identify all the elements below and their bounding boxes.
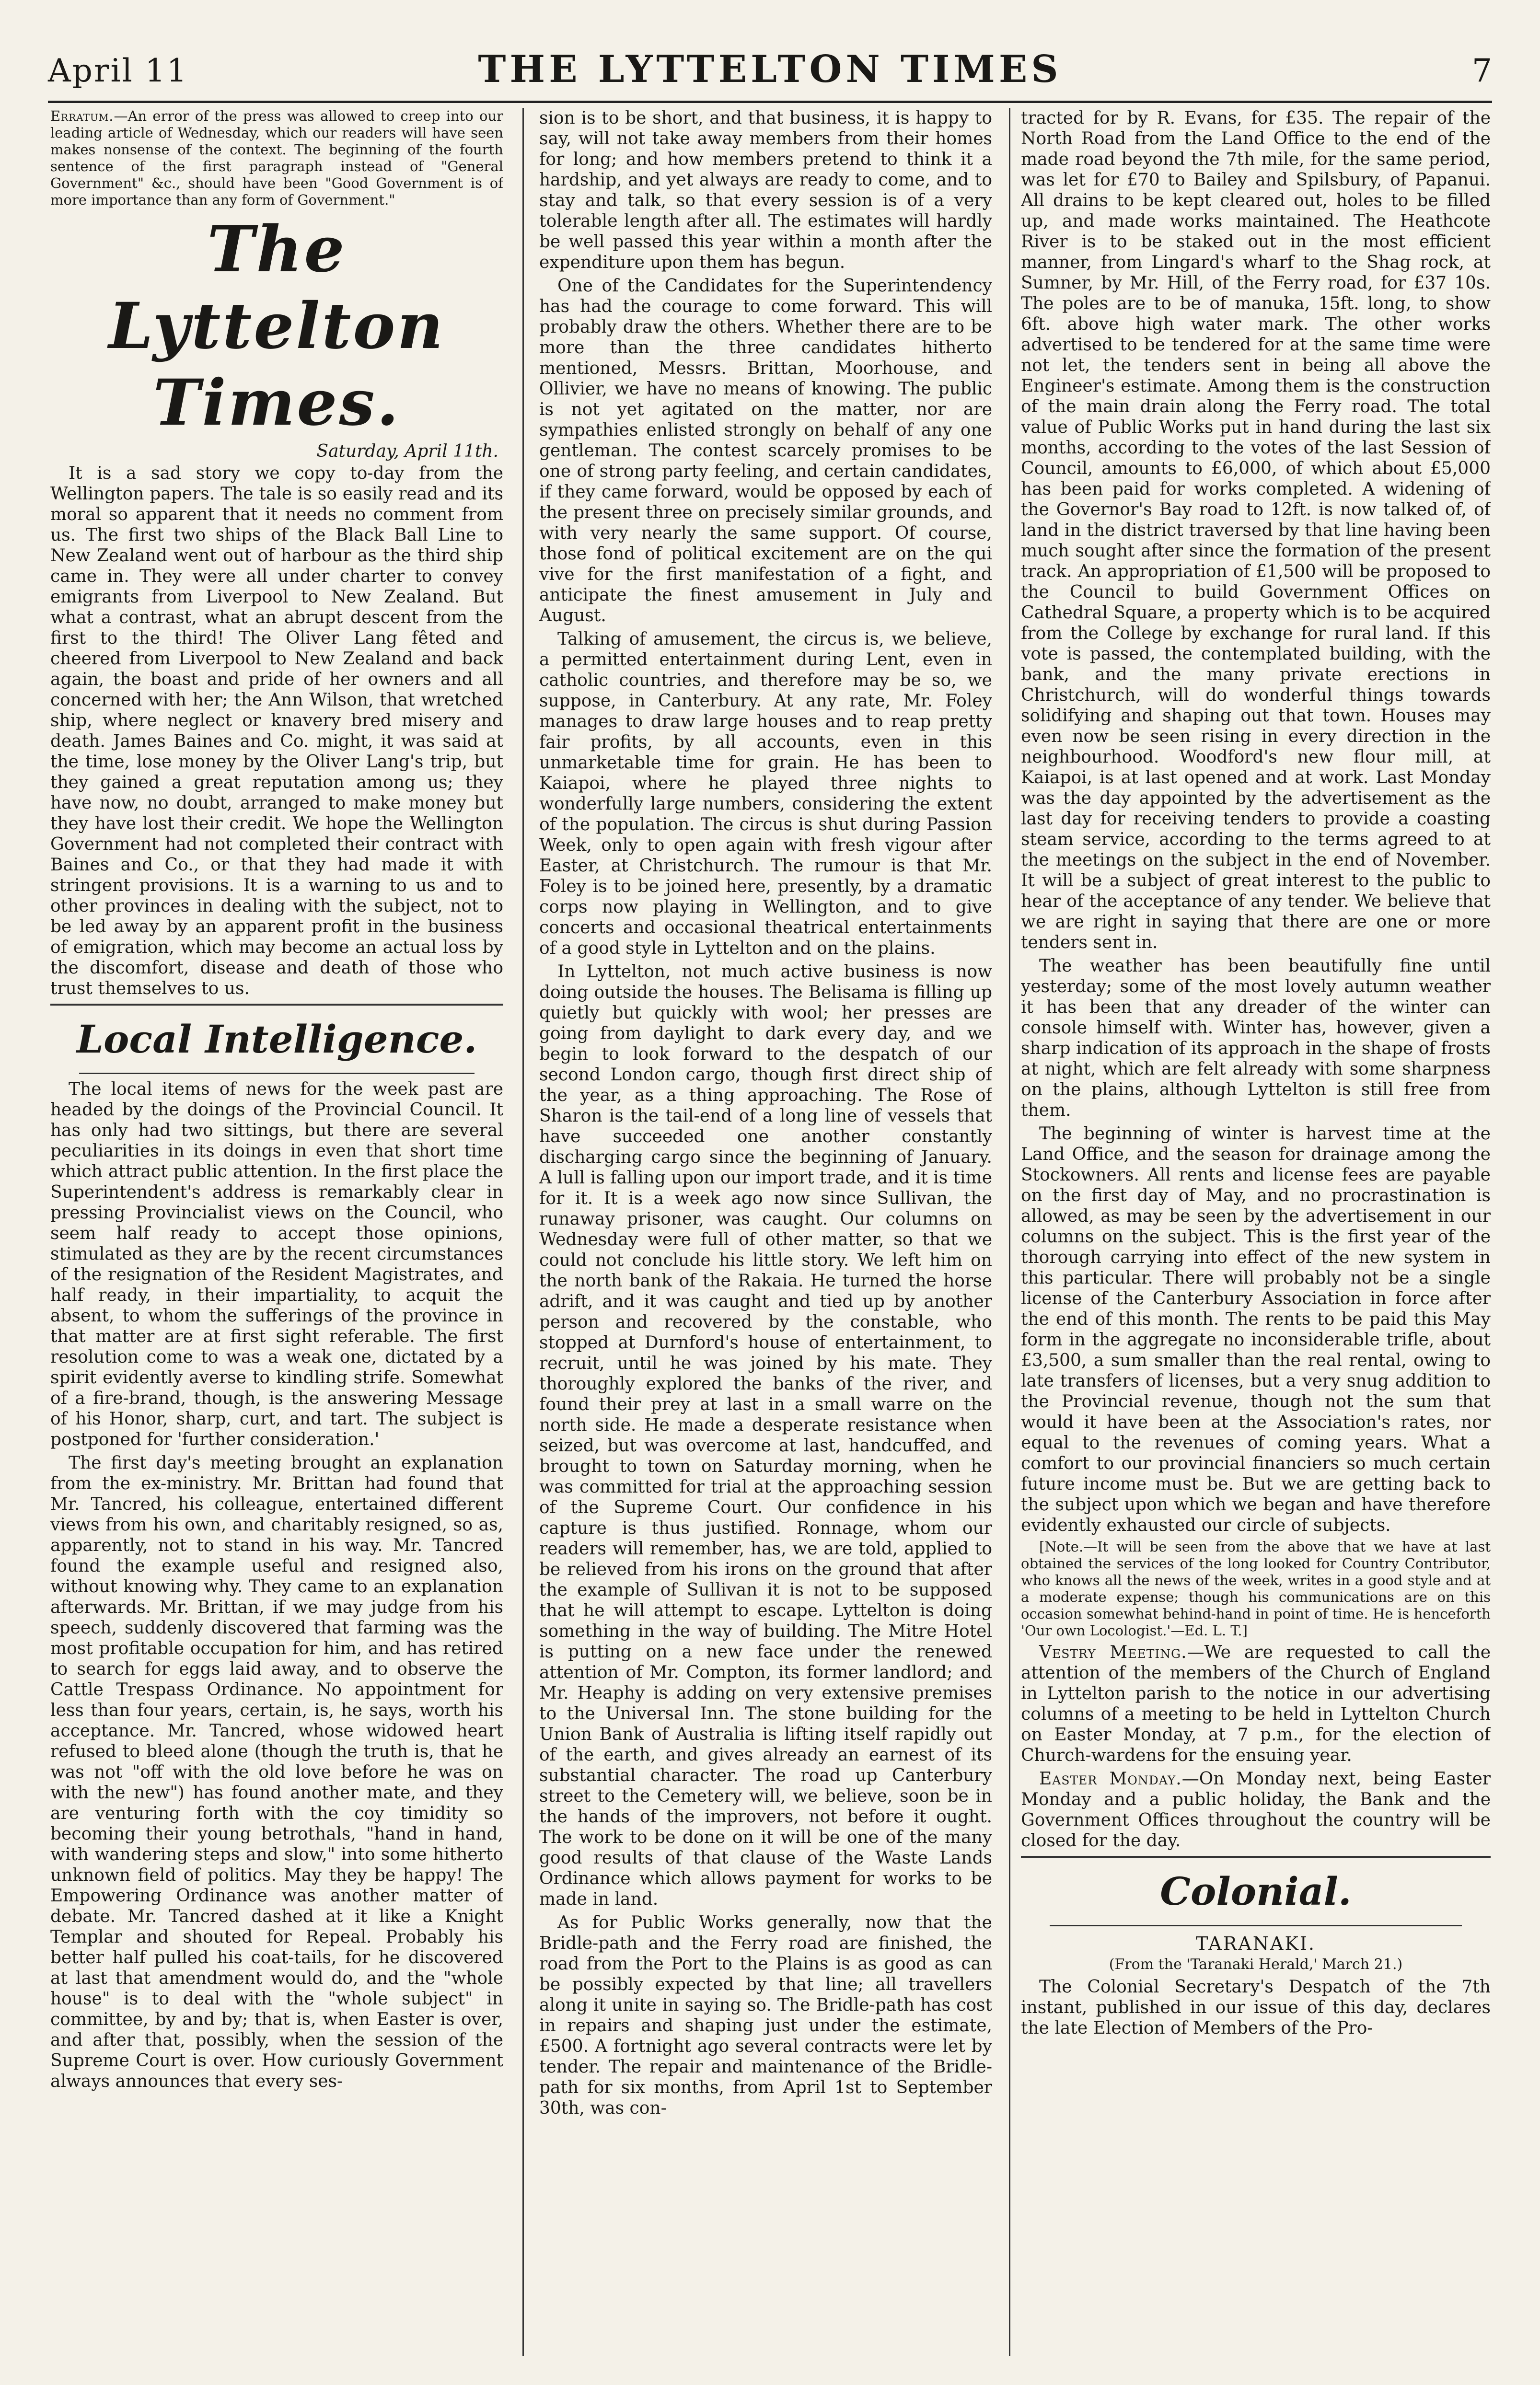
notice-vestry-text: —We are requested to call the attention of the members of the Church of England in Lyttelton parish to the notice in our advertising columns of a meeting to be held in Lyttelton Church on Easter Monday, at 7 p.m., for the election of Church-wardens for the ensuing year. — [1021, 1643, 1491, 1765]
source-citation: (From the 'Taranaki Herald,' March 21.) — [1109, 1956, 1403, 1973]
article-paragraph: tracted for by R. Evans, for £35. The repair of the North Road from the Land Office to the end of the made road beyond the 7th mile, for the same period, was let for £70 to Bailey and Spilsbury, of Papanui. All drains to be kept cleared out, holes to be filled up, and made works maintained. The Heathcote River is to be staked out in the most efficient manner, from Lingard's wharf to the Shag rock, at Sumner, by Mr. Hill, of the Ferry road, for £37 10s. The poles are to be of manuka, 15ft. long, to show 6ft. above high water mark. The other works advertised to be tendered for at the same time were not let, the tenders sent in being all above the Engineer's estimate. Among them is the construction of the main drain along the Ferry road. The total value of Public Works put in hand during the last six months, according to the votes of the last Session of Council, amounts to £6,000, of which about £5,000 has been paid for works completed. A widening of the Governor's Bay road to 12ft. is now talked of, of land in the district traversed by that line having been much sought after since the formation of the present track. An appropriation of £1,500 will be proposed to the Council to build Government Offices on Cathedral Square, a property which is to be acquired from the College by exchange for rural land. If this vote is passed, the contemplated building, with the bank, and the many private erections in Christchurch, will do wonderful things towards solidifying and shaping out that town. Houses may even now be seen rising in every direction in the neighbourhood. Woodford's new flour mill, at Kaiapoi, is at last opened and at work. Last Monday was the day appointed by the advertisement as the last day for receiving tenders to provide a coasting steam service, according to the terms agreed to at the meetings on the subject in the end of November. It will be a subject of great interest to the public to hear of the acceptance of any tender. We believe that we are right in saying that there are one or more tenders sent in. — [1021, 108, 1491, 952]
section-heading-colonial: Colonial. — [1160, 1869, 1352, 1914]
notice-vestry-label: Vestry Meeting. — [1039, 1643, 1187, 1662]
section-rule — [50, 1004, 503, 1006]
erratum — [50, 108, 503, 208]
article-paragraph: The local items of news for the week past are headed by the doings of the Provincial Council. It has only had two sittings, but there are several peculiarities in its doings in even that short time which attract public attention. In the first place the Superintendent's address is remarkably clear in pressing Provincialist views on the Council, who seem half ready to accept those opinions, stimulated as they are by the recent circumstances of the resignation of the Resident Magistrates, and half ready, in their impartiality, to acquit the absent, to whom the sufferings of the province in that matter are at first sight referable. The first resolution come to was a weak one, dictated by a spirit evidently averse to kindling strife. Somewhat of a fire-brand, though, is the answering Message of his Honor, sharp, curt, and tart. The subject is postponed for 'further consideration.' — [50, 1079, 503, 1449]
article-paragraph: The weather has been beautifully fine until yesterday; some of the most lovely autumn weather it has been that any dreader of the winter can console himself with. Winter has, however, given a sharp indication of its approach in the shape of frosts at night, which are felt already with some sharpness on the plains, although Lyttelton is still free from them. — [1021, 956, 1491, 1120]
article-paragraph: The Colonial Secretary's Despatch of the 7th instant, published in our issue of this day, declares the late Election of Members of the Pro- — [1021, 1977, 1491, 2038]
section-heading-local: Local Intelligence. — [76, 1017, 477, 1062]
notice-easter-label: Easter Monday. — [1039, 1769, 1182, 1789]
article-paragraph: The first day's meeting brought an explanation from the ex-ministry. Mr. Brittan had found that Mr. Tancred, his colleague, entertained different views from his own, and charitably resigned, so as, apparently, not to stand in his way. Mr. Tancred found the example useful and resigned also, without knowing why. They came to an explanation afterwards. Mr. Brittan, if we may judge from his speech, suddenly discovered that farming was the most profitable occupation for him, and has retired to search for eggs laid away, and to observe the Cattle Trespass Ordinance. No appointment for less than four years, certain, is, he says, worth his acceptance. Mr. Tancred, whose widowed heart refused to bleed alone (though the truth is, that he was not "off with the old love before he was on with the new") has found another mate, and they are venturing forth with the coy timidity so becoming their young betrothals, "hand in hand, with wandering steps and slow," into some hitherto unknown field of politics. May they be happy! The Empowering Ordinance was another matter of debate. Mr. Tancred dashed at it like a Knight Templar and shouted for Repeal. Probably his better half pulled his coat-tails, for he discovered at last that amendment would do, and the "whole house" is to deal with the "whole subject" in committee, by and by; that is, when Easter is over, and after that, possibly, when the session of the Supreme Court is over. How curiously Government always announces that every ses- — [50, 1453, 503, 2091]
header-title: THE LYTTELTON TIMES — [478, 47, 1062, 91]
dateline: Saturday, April 11th. — [316, 441, 498, 461]
header-rule — [48, 101, 1492, 103]
page-number: 7 — [1472, 52, 1492, 89]
column-divider — [1009, 108, 1010, 2356]
article-paragraph: In Lyttelton, not much active business is now doing outside the houses. The Belisama is filling up quietly but quickly with wool; her presses are going from daylight to dark every day, and we begin to look forward to the despatch of our second London cargo, though first direct ship of the year, as a thing approaching. The Rose of Sharon is the tail-end of a long line of vessels that have succeeded one another constantly discharging cargo since the beginning of January. A lull is falling upon our import trade, and it is time for it. It is a week ago now since Sullivan, the runaway prisoner, was caught. Our columns on Wednesday were full of other matter, so that we could not conclude his little story. We left him on the north bank of the Rakaia. He turned the horse adrift, and it was caught and tied up by another person and recovered by the constable, who stopped at Durnford's house of entertainment, to recruit, until he was joined by his mate. They thoroughly explored the banks of the river, and found their prey at last in a small warre on the north side. He made a desperate resistance when seized, but was overcome at last, handcuffed, and brought to town on Saturday morning, when he was committed for trial at the approaching session of the Supreme Court. Our confidence in his capture is thus justified. Ronnage, whom our readers will remember, has, we are told, applied to be relieved from his irons on the ground that after the example of Sullivan it is not to be supposed that he will attempt to escape. Lyttelton is doing something in the way of building. The Mitre Hotel is putting on a new face under the renewed attention of Mr. Compton, its former landlord; and Mr. Heaphy is adding on very extensive premises to the Universal Inn. The stone building for the Union Bank of Australia is lifting itself rapidly out of the earth, and gives already an earnest of its substantial character. The road up Canterbury street to the Cemetery will, we believe, soon be in the hands of the improvers, not before it ought. The work to be done on it will be one of the many good results of that clause of the Waste Lands Ordinance which allows payment for works to be made in land. — [539, 962, 992, 1909]
erratum-label: Erratum. — [50, 108, 114, 124]
masthead: The Lyttelton Times. — [108, 212, 445, 440]
column-1 — [50, 108, 503, 2356]
column-divider — [522, 108, 524, 2356]
header-date: April 11 — [48, 52, 188, 89]
subheading-taranaki: TARANAKI. — [1196, 1933, 1316, 1954]
section-rule — [1021, 1856, 1491, 1858]
editor-note: [Note.—It will be seen from the above that we have at last obtained the services of the long looked for Country Contributor, who knows all the news of the week, writes in a good style and at a moderate expense; though his communications are on this occasion somewhat behind-hand in point of time. He is henceforth 'Our own Locologist.'—Ed. L. T.] — [1021, 1539, 1491, 1639]
article-paragraph: One of the Candidates for the Superintendency has had the courage to come forward. This will probably draw the others. Whether there are to be more than the three candidates hitherto mentioned, Messrs. Brittan, Moorhouse, and Ollivier, we have no means of knowing. The public is not yet agitated on the matter, nor are sympathies enlisted strongly on behalf of any one gentleman. The contest scarcely promises to be one of strong party feeling, and certain candidates, if they came forward, would be opposed by each of the present three on precisely similar grounds, and with very nearly the same support. Of course, those fond of political excitement are on the qui vive for the first manifestation of a fight, and anticipate the finest amusement in July and August. — [539, 276, 992, 625]
column-2 — [539, 108, 992, 2356]
column-3 — [1021, 108, 1491, 2356]
page-header — [48, 46, 1492, 98]
article-paragraph: Talking of amusement, the circus is, we believe, a permitted entertainment during Lent, even in catholic countries, and therefore may be so, we suppose, in Canterbury. At any rate, Mr. Foley manages to draw large houses and to reap pretty fair profits, by all accounts, even in this unmarketable time for grain. He has been to Kaiapoi, where he played three nights to wonderfully large numbers, considering the extent of the population. The circus is shut during Passion Week, only to open again with fresh vigour after Easter, at Christchurch. The rumour is that Mr. Foley is to be joined here, presently, by a dramatic corps now playing in Wellington, and to give concerts and occasional theatrical entertainments of a good style in Lyttelton and on the plains. — [539, 629, 992, 958]
article-paragraph: As for Public Works generally, now that the Bridle-path and the Ferry road are finished, the road from the Port to the Plains is as good as can be possibly expected by that line; all travellers along it unite in saying so. The Bridle-path has cost in repairs and shaping just under the estimate, £500. A fortnight ago several contracts were let by tender. The repair and maintenance of the Bridle-path for six months, from April 1st to September 30th, was con- — [539, 1913, 992, 2118]
notice-easter-text: —On Monday next, being Easter Monday and a public holiday, the Bank and the Government Offices throughout the country will be closed for the day. — [1021, 1769, 1491, 1851]
section-rule — [79, 1073, 475, 1074]
article-paragraph: sion is to be short, and that business, it is happy to say, will not take away members from their homes for long; and how members pretend to think it a hardship, and yet always are ready to come, and to stay and talk, so that every session is of a very tolerable length after all. The estimates will hardly be well passed this year within a month after the expenditure upon them has begun. — [539, 108, 992, 272]
erratum-text: —An error of the press was allowed to creep into our leading article of Wednesday, which our readers will have seen makes nonsense of the context. The beginning of the fourth sentence of the first paragraph instead of "General Government" &c., should have been "Good Government is of more importance than any form of Government." — [50, 108, 503, 208]
leader-paragraph: It is a sad story we copy to-day from the Wellington papers. The tale is so easily read and its moral so apparent that it needs no comment from us. The first two ships of the Black Ball Line to New Zealand went out of harbour as the third ship came in. They were all under charter to convey emigrants from Liverpool to New Zealand. But what a contrast, what an abrupt descent from the first to the third! The Oliver Lang fêted and cheered from Liverpool to New Zealand and back again, the boast and pride of her owners and all concerned with her; the Ann Wilson, that wretched ship, where neglect or knavery bred misery and death. James Baines and Co. might, it was said at the time, lose money by the Oliver Lang's trip, but they gained a great reputation among us; they have now, no doubt, arranged to make money but they have lost their credit. We hope the Wellington Government had not completed their contract with Baines and Co., or that they had made it with stringent provisions. It is a warning to us and to other provinces in dealing with the subject, not to be led away by an apparent profit in the business of emigration, which may become an actual loss by the discomfort, disease and death of those who trust themselves to us. — [50, 463, 503, 998]
notice-vestry — [1021, 1642, 1491, 1766]
article-paragraph: The beginning of winter is harvest time at the Land Office, and the season for drainage among the Stockowners. All rents and license fees are payable on the first day of May, and no procrastination is allowed, as may be seen by the advertisement in our columns on the subject. This is the first year of the thorough carrying into effect of the new system in this particular. There will probably not be a single license of the Canterbury Association in force after the end of this month. The rents to be paid this May form in the aggregate no inconsiderable trifle, about £3,500, a sum smaller than the real rental, owing to late transfers of licenses, but a very snug addition to the Provincial revenue, though not the sum that would it have been at the Association's rates, nor equal to the revenues of coming years. What a comfort to our provincial financiers so much certain future income must be. But we are getting back to the subject upon which we began and have therefore evidently exhausted our circle of subjects. — [1021, 1124, 1491, 1535]
section-rule — [1050, 1925, 1462, 1926]
notice-easter — [1021, 1769, 1491, 1851]
